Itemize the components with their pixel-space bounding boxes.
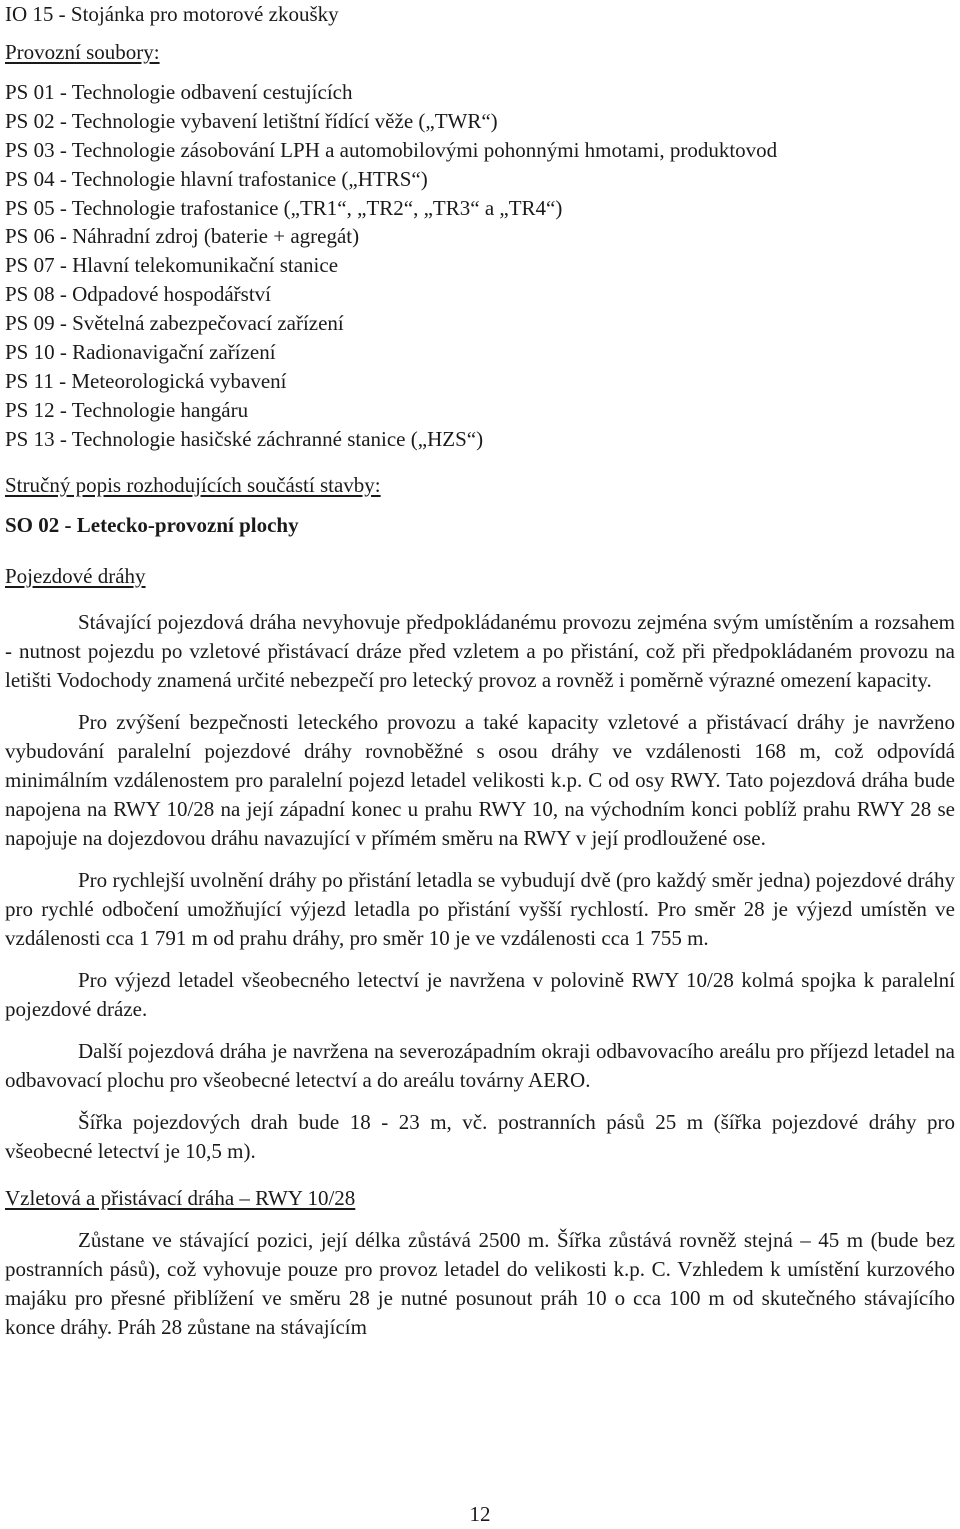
page-number: 12 (469, 1502, 491, 1526)
list-item: PS 04 - Technologie hlavní trafostanice („HTRS“) (5, 166, 428, 191)
document-page (5, 0, 955, 1342)
paragraph-sirka-pojezdovych: Šířka pojezdových drah bude 18 - 23 m, vč. postranních pásů 25 m (šířka pojezdové dráhy pro všeobecné letectví je 10,5 m). (5, 1109, 955, 1163)
list-item: PS 06 - Náhradní zdroj (baterie + agregát) (5, 224, 360, 249)
list-item: PS 07 - Hlavní telekomunikační stanice (5, 253, 339, 278)
list-item: PS 05 - Technologie trafostanice („TR1“, „TR2“, „TR3“ a „TR4“) (5, 195, 563, 220)
list-item: PS 09 - Světelná zabezpečovací zařízení (5, 311, 344, 336)
so-02-title: SO 02 - Letecko-provozní plochy (5, 512, 299, 537)
list-item: PS 13 - Technologie hasičské záchranné stanice („HZS“) (5, 426, 484, 451)
paragraph-dalsi-pojezdova: Další pojezdová dráha je navržena na severozápadním okraji odbavovacího areálu pro příjezd letadel na odbavovací plochu pro všeobecné letectví a do areálu továrny AERO. (5, 1038, 955, 1092)
list-item: PS 12 - Technologie hangáru (5, 397, 249, 422)
paragraph-stavajici: Stávající pojezdová dráha nevyhovuje předpokládanému provozu zejména svým umístěním a rozsahem - nutnost pojezdu po vzletové přistávací dráze před vzletem a po přistání, což při předpokládaném provozu na letišti Vodochody znamená určité nebezpečí pro letecký provoz a rovněž i poměrně výrazné omezení kapacity. (5, 609, 955, 692)
paragraph-vyjezd-letadel: Pro výjezd letadel všeobecného letectví je navržena v polovině RWY 10/28 kolmá spojka k paralelní pojezdové dráze. (5, 967, 955, 1021)
list-item: PS 11 - Meteorologická vybavení (5, 368, 287, 393)
paragraph-rychlejsi-uvolneni: Pro rychlejší uvolnění dráhy po přistání letadla se vybudují dvě (pro každý směr jedna) pojezdové dráhy pro rychlé odbočení umožňující výjezd letadla po přistání vyšší rychlostí. Pro směr 28 je výjezd umístěn ve vzdálenosti cca 1 791 m od prahu dráhy, pro směr 10 je ve vzdálenosti cca 1 755 m. (5, 867, 955, 950)
document-title-line: IO 15 - Stojánka pro motorové zkoušky (5, 2, 339, 26)
paragraph-zvyseni-bezpecnosti: Pro zvýšení bezpečnosti leteckého provozu a také kapacity vzletové a přistávací dráhy je navrženo vybudování paralelní pojezdové dráhy rovnoběžné s osou dráhy ve vzdálenosti 168 m, což odpovídá minimálním vzdálenostem pro paralelní pojezd letadel velikosti k.p. C od osy RWY. Tato pojezdová dráha bude napojena na RWY 10/28 na její západní konec u prahu RWY 10, na východním konci poblíž prahu RWY 28 se napojuje na dojezdovou dráhu navazující v přímém směru na RWY v její prodloužené ose. (5, 709, 955, 850)
ps-list (5, 78, 955, 454)
list-item: PS 02 - Technologie vybavení letištní řídící věže („TWR“) (5, 108, 498, 133)
provozni-soubory-heading: Provozní soubory: (5, 40, 160, 64)
list-item: PS 10 - Radionavigační zařízení (5, 340, 276, 365)
runway-heading: Vzletová a přistávací dráha – RWY 10/28 (5, 1185, 356, 1210)
list-item: PS 08 - Odpadové hospodářství (5, 282, 271, 307)
list-item: PS 01 - Technologie odbavení cestujících (5, 80, 353, 104)
paragraph-runway: Zůstane ve stávající pozici, její délka zůstává 2500 m. Šířka zůstává rovněž stejná – 45 m (bude bez postranních pásů), což vyhovuje pouze pro provoz letadel do velikosti k.p. C. Vzhledem k umístění kurzového majáku pro přesné přiblížení ve směru 28 je nutné posunout práh 10 o cca 100 m od skutečného stávajícího konce dráhy. Práh 28 zůstane na stávajícím (5, 1227, 955, 1339)
pojezdove-drahy-heading: Pojezdové dráhy (5, 563, 146, 588)
strucny-popis-heading: Stručný popis rozhodujících součástí stavby: (5, 472, 381, 497)
list-item: PS 03 - Technologie zásobování LPH a automobilovými pohonnými hmotami, produktovod (5, 137, 778, 162)
